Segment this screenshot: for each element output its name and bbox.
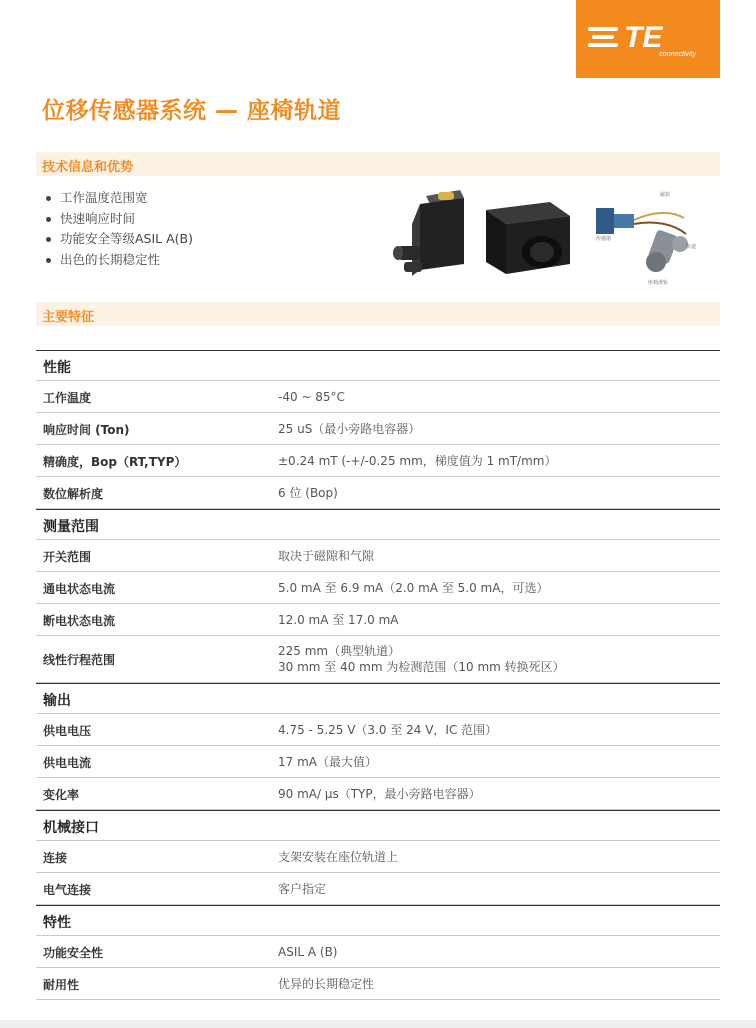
table-row: [36, 636, 720, 683]
spec-value-line: 17 mA（最大值）: [278, 755, 377, 769]
spec-value-line: ASIL A (B): [278, 945, 338, 959]
spec-label: 线性行程范围: [43, 653, 116, 667]
spec-value: [278, 722, 497, 738]
spec-value: [278, 881, 326, 897]
list-item: 工作温度范围宽: [45, 188, 193, 209]
spec-value: [278, 612, 399, 628]
table-row: [36, 873, 720, 905]
product-photos: [390, 186, 710, 290]
table-row: [36, 540, 720, 572]
spec-value-line: 取决于磁隙和气隙: [278, 549, 375, 563]
table-row: [36, 413, 720, 445]
spec-label: 响应时间 (Ton): [43, 423, 130, 437]
spec-label: 工作温度: [43, 391, 92, 405]
svg-text:轨道: 轨道: [686, 244, 697, 250]
table-row: [36, 936, 720, 968]
spec-value-line: 5.0 mA 至 6.9 mA（2.0 mA 至 5.0 mA，可选）: [278, 581, 549, 595]
spec-value-line: 12.0 mA 至 17.0 mA: [278, 613, 399, 627]
spec-value-line: 4.75 - 5.25 V（3.0 至 24 V，IC 范围）: [278, 723, 498, 737]
spec-table: [36, 350, 720, 1000]
bullet-icon: [46, 217, 51, 222]
spec-value: [278, 389, 345, 405]
te-connectivity-logo: [576, 0, 720, 78]
spec-value: [278, 643, 565, 675]
sensor-photo-1: [393, 190, 464, 276]
spec-label: 变化率: [43, 788, 80, 802]
spec-value: [278, 548, 374, 564]
spec-label: 供电电流: [43, 756, 92, 770]
table-row: [36, 714, 720, 746]
logo-tagline: connectivity: [659, 51, 696, 58]
spec-label: 连接: [43, 851, 68, 865]
table-row: [36, 778, 720, 810]
group-heading: [36, 905, 720, 936]
benefits-list: [45, 188, 193, 270]
sensor-photo-2: [486, 202, 570, 274]
table-row: [36, 445, 720, 477]
section-tech-info: [36, 152, 720, 176]
spec-value-line: 225 mm（典型轨道）: [278, 644, 401, 658]
spec-label: 数位解析度: [43, 487, 104, 501]
te-logo-icon: [588, 18, 706, 52]
svg-text:磁铁: 磁铁: [660, 192, 671, 198]
section-main-features: [36, 302, 720, 326]
bullet-icon: [46, 258, 51, 263]
table-row: [36, 604, 720, 636]
group-heading: [36, 350, 720, 381]
spec-value-line: -40 ~ 85°C: [278, 390, 345, 404]
spec-value-line: 90 mA/ μs（TYP，最小旁路电容器）: [278, 787, 481, 801]
assembly-diagram: [596, 191, 696, 286]
spec-value-line: 6 位 (Bop): [278, 486, 338, 500]
group-heading: [36, 810, 720, 841]
spec-label: 耐用性: [43, 978, 80, 992]
spec-value-line: 30 mm 至 40 mm 为检测范围（10 mm 转换死区）: [278, 660, 565, 674]
spec-value-line: 支架安装在座位轨道上: [278, 850, 399, 864]
spec-value-line: 客户指定: [278, 882, 327, 896]
spec-label: 供电电压: [43, 724, 92, 738]
bullet-icon: [46, 196, 51, 201]
group-heading: [36, 683, 720, 714]
group-title: 机械接口: [43, 820, 99, 836]
group-heading: [36, 509, 720, 540]
table-row: [36, 477, 720, 509]
spec-label: 断电状态电流: [43, 614, 116, 628]
spec-label: 开关范围: [43, 550, 92, 564]
table-row: [36, 841, 720, 873]
section-heading: 技术信息和优势: [42, 160, 134, 175]
group-title: 输出: [43, 693, 71, 709]
spec-value: [278, 421, 420, 437]
spec-value-line: 优异的长期稳定性: [278, 977, 375, 991]
spec-label: 精确度，Bop（RT,TYP）: [43, 455, 187, 469]
list-item: 快速响应时间: [45, 209, 193, 230]
list-item: 出色的长期稳定性: [45, 250, 193, 271]
list-item: 功能安全等级ASIL A(B): [45, 229, 193, 250]
spec-value-line: 25 uS（最小旁路电容器）: [278, 422, 421, 436]
spec-label: 功能安全性: [43, 946, 104, 960]
spec-value: [278, 786, 481, 802]
spec-value: [278, 485, 338, 501]
spec-value: [278, 849, 398, 865]
spec-value: [278, 976, 374, 992]
table-row: [36, 381, 720, 413]
spec-label: 电气连接: [43, 883, 92, 897]
spec-value: [278, 944, 337, 960]
section-heading: 主要特征: [42, 310, 95, 325]
group-title: 性能: [43, 360, 71, 376]
table-row: [36, 746, 720, 778]
group-title: 特性: [43, 915, 71, 931]
spec-value: [278, 754, 377, 770]
product-images: [390, 186, 710, 294]
bullet-icon: [46, 237, 51, 242]
page-title: 位移传感器系统 — 座椅轨道: [42, 98, 342, 124]
svg-text:TE: TE: [624, 21, 663, 52]
svg-text:座椅滑轨: 座椅滑轨: [648, 280, 669, 286]
spec-value-line: ±0.24 mT (-+/-0.25 mm，梯度值为 1 mT/mm）: [278, 454, 557, 468]
table-row: [36, 572, 720, 604]
spec-value: [278, 453, 556, 469]
group-title: 测量范围: [43, 519, 99, 535]
spec-label: 通电状态电流: [43, 582, 116, 596]
svg-text:传感器: 传感器: [596, 236, 612, 242]
spec-value: [278, 580, 548, 596]
table-row: [36, 968, 720, 1000]
